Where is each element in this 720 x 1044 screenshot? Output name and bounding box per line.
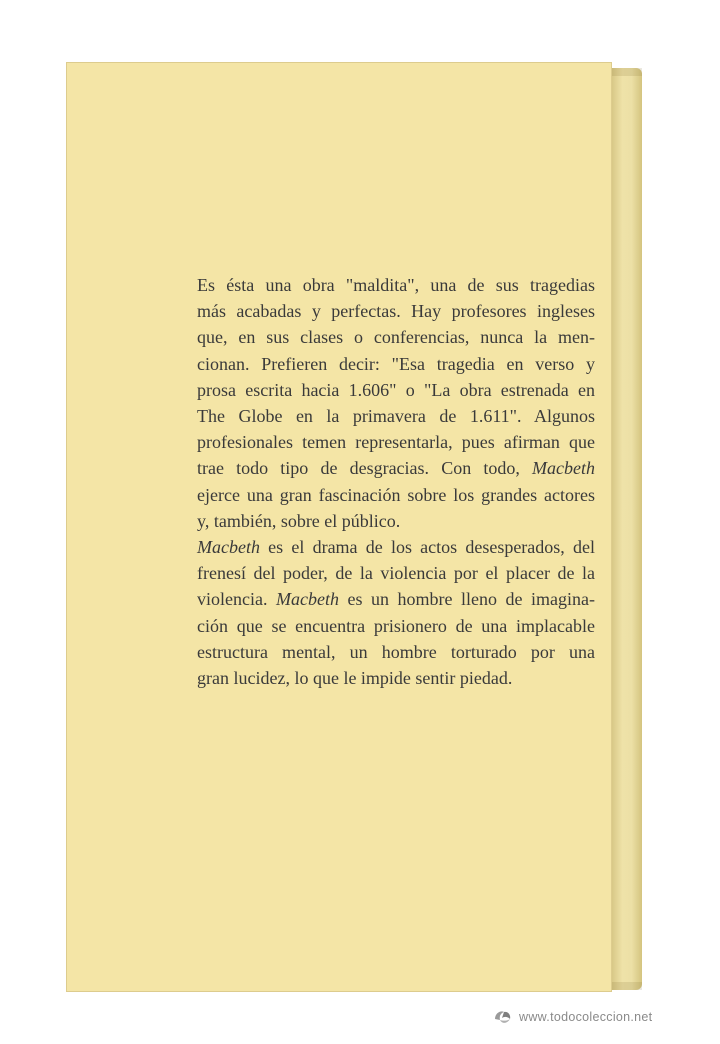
title-italic: Macbeth [197,537,260,558]
blurb-text: profesionales temen representarla, pues afirman que [197,432,595,453]
todocoleccion-logo-icon [493,1007,513,1027]
blurb-line [197,613,595,639]
watermark-text: www.todocoleccion.net [519,1010,653,1024]
title-italic: Macbeth [275,589,339,610]
blurb-line [197,665,595,691]
book-spine-edge [612,68,642,990]
blurb-text: estructura mental, un hombre torturado por una [197,641,595,662]
blurb-text: The Globe en la primavera de 1.611". Algunos [197,406,595,427]
blurb-line [197,560,595,586]
blurb-line [197,324,595,350]
blurb-text: que, en sus clases o conferencias, nunca la men- [197,327,595,348]
blurb-text: es el drama de los actos desesperados, del [259,537,595,558]
blurb-line [197,586,595,612]
spine-hinge-bottom [612,982,642,990]
blurb-text: más acabadas y perfectas. Hay profesores ingleses [197,301,595,322]
blurb-text: trae todo tipo de desgracias. Con todo, [197,458,533,479]
blurb-text: es un hombre lleno de imagina- [338,589,595,610]
title-italic: Macbeth [532,458,595,479]
back-cover-blurb [197,272,595,691]
blurb-line [197,482,595,508]
blurb-line [197,403,595,429]
blurb-line [197,377,595,403]
watermark [493,1007,652,1027]
blurb-text: y, también, sobre el público. [197,510,401,531]
blurb-line [197,298,595,324]
blurb-text: ción que se encuentra prisionero de una implacable [197,615,595,636]
blurb-text: Es ésta una obra "maldita", una de sus tragedias [197,275,595,295]
blurb-text: cionan. Prefieren decir: "Esa tragedia en verso y [197,353,595,374]
blurb-line [197,639,595,665]
blurb-text: violencia. [197,589,276,610]
blurb-text: prosa escrita hacia 1.606" o "La obra estrenada en [197,379,595,400]
blurb-text: ejerce una gran fascinación sobre los grandes actores [197,484,595,505]
blurb-line [197,508,595,534]
book [66,62,642,992]
blurb-line [197,351,595,377]
blurb-line [197,455,595,481]
blurb-text: frenesí del poder, de la violencia por el placer de la [197,563,595,584]
blurb-line [197,272,595,298]
blurb-text: gran lucidez, lo que le impide sentir piedad. [197,668,513,689]
blurb-line [197,534,595,560]
spine-hinge-top [612,68,642,76]
book-back-cover [66,62,612,992]
blurb-line [197,429,595,455]
